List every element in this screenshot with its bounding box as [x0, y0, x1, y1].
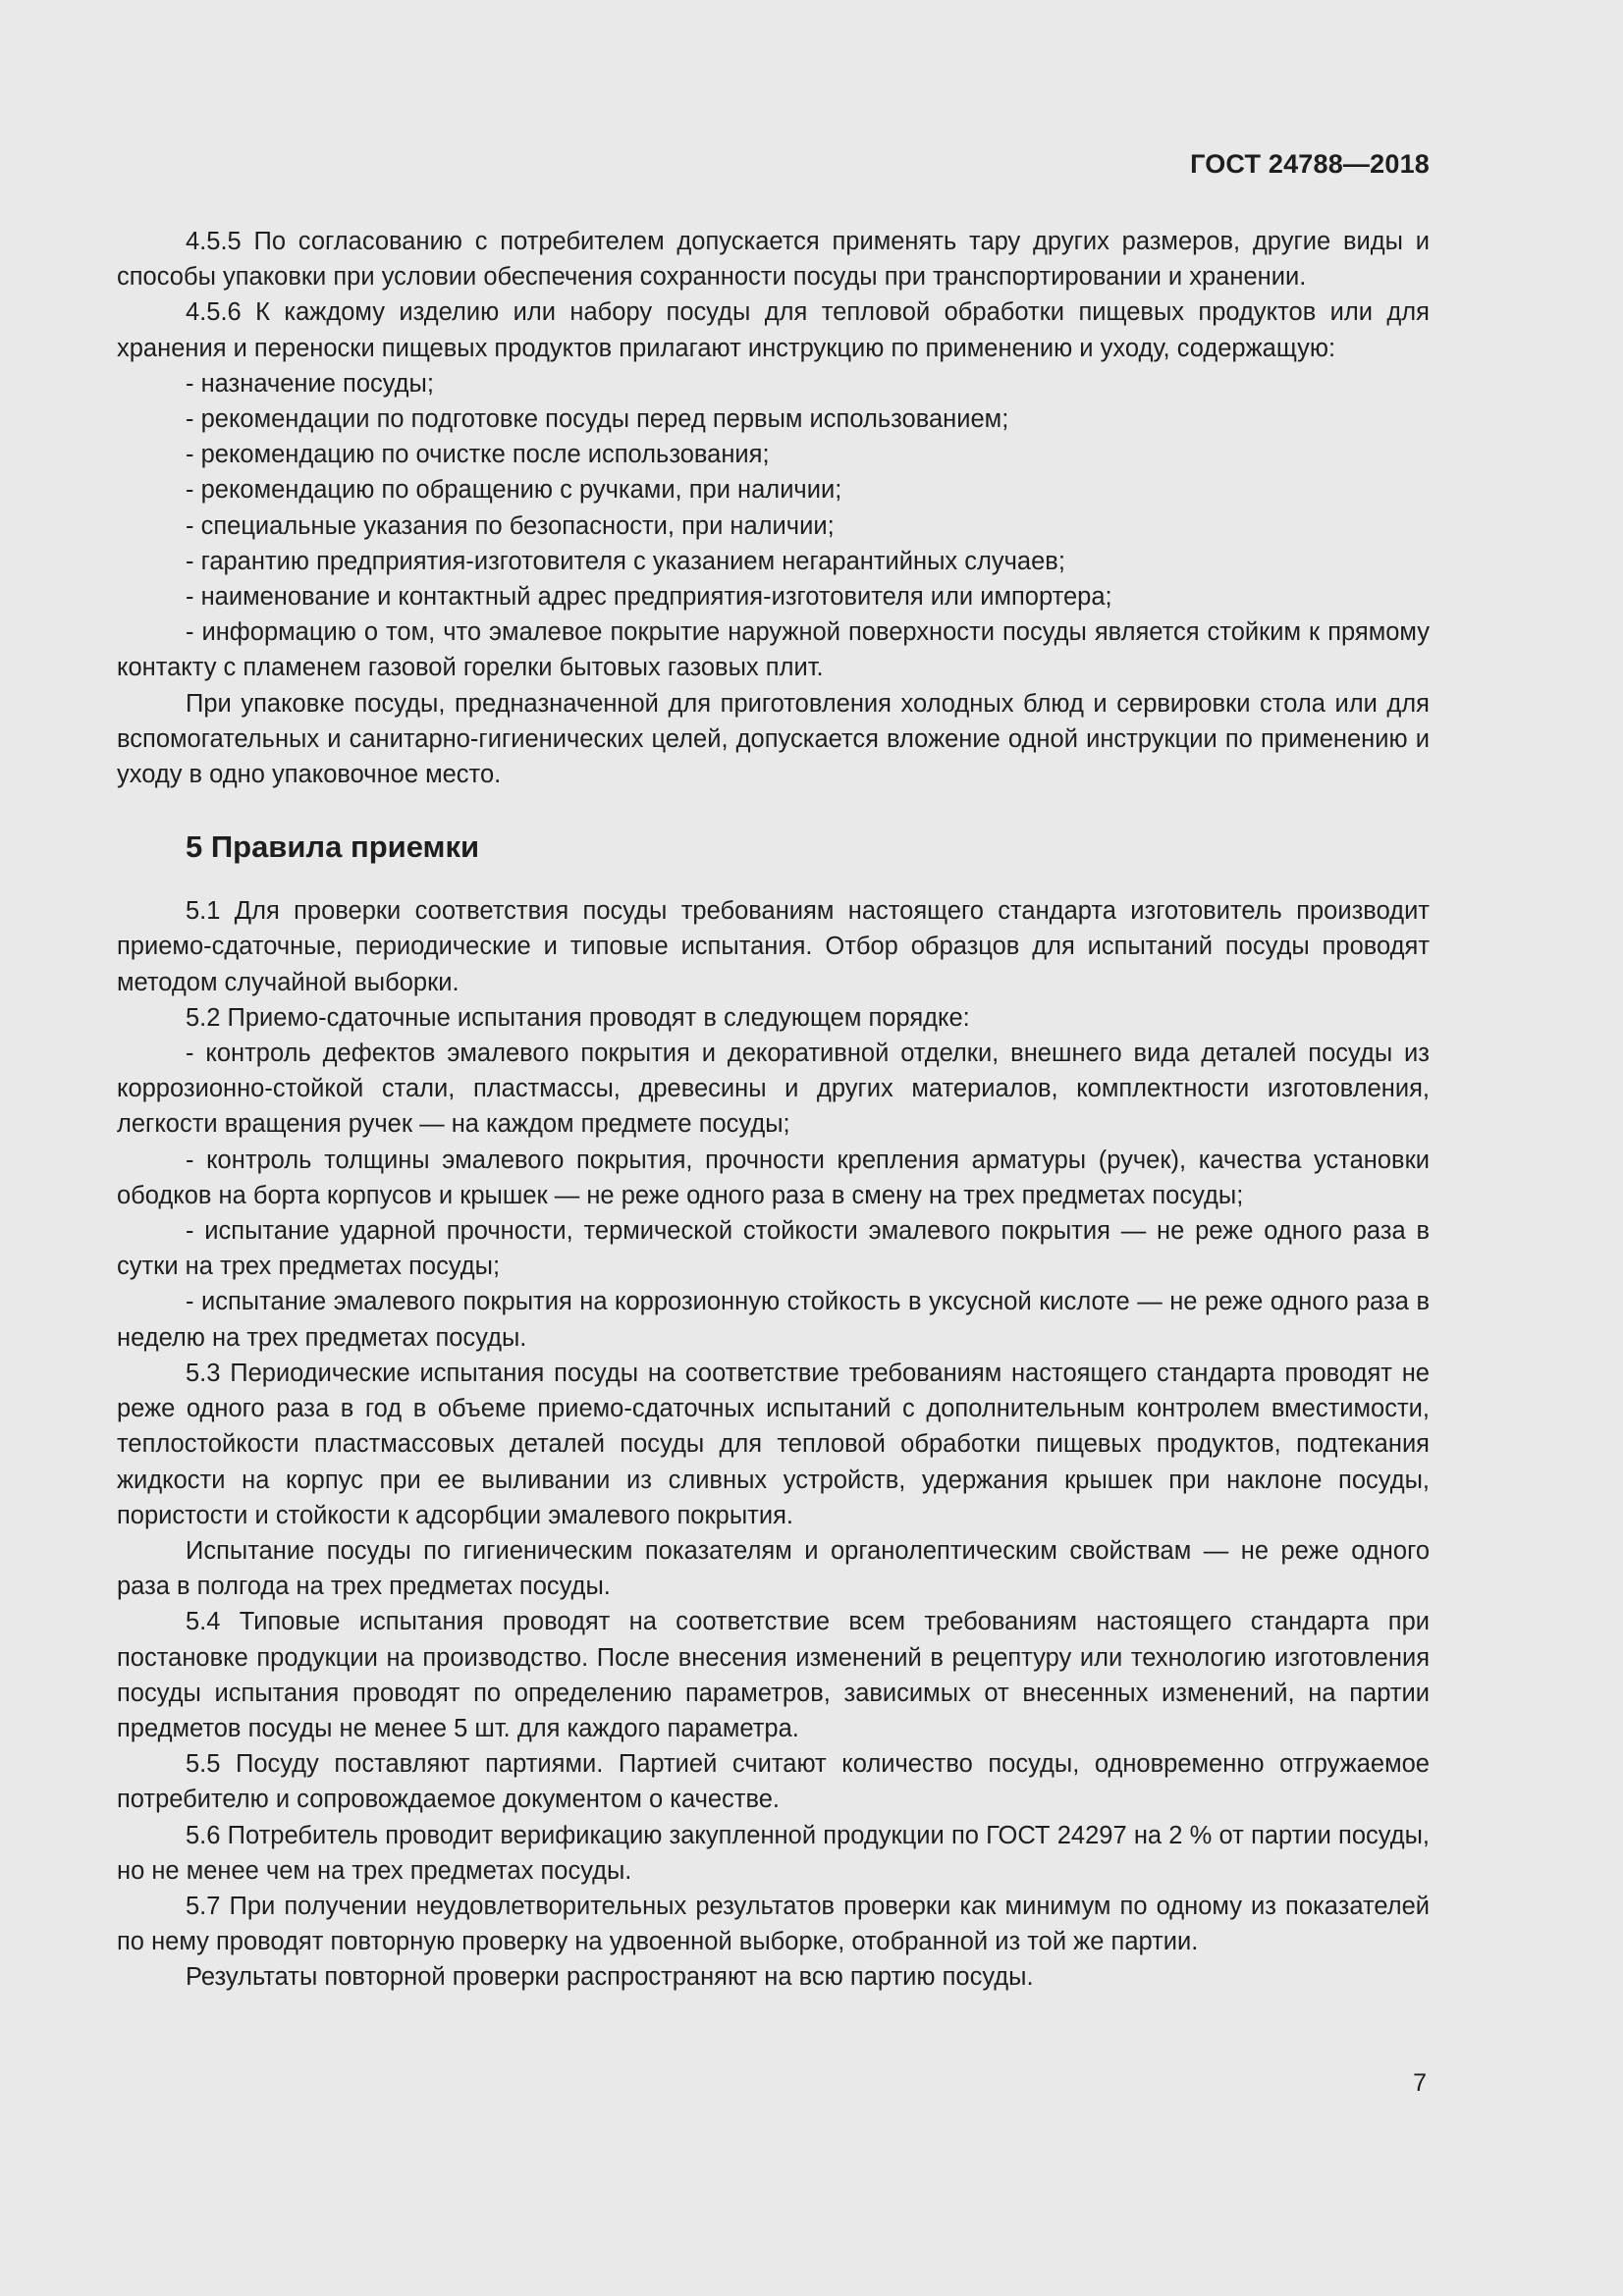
paragraph-packaging-note: При упаковке посуды, предназначенной для приготовления холодных блюд и сервировки стола или для вспомогательных и санитарно-гигиенических целей, допускается вложение одной инструкции по применению и уходу в одно упаковочное место. — [117, 689, 1430, 789]
document-body — [117, 224, 1430, 1996]
list-item: - наименование и контактный адрес предприятия-изготовителя или импортера; — [186, 583, 1112, 612]
paragraph-4-5-6: 4.5.6 К каждому изделию или набору посуды для тепловой обработки пищевых продуктов или для хранения и переноски пищевых продуктов прилагают инструкцию по применению и уходу, содержащую: — [117, 298, 1430, 362]
paragraph-5-4: 5.4 Типовые испытания проводят на соответствие всем требованиям настоящего стандарта при постановке продукции на производство. После внесения изменений в рецептуру или технологию изготовления посуды испытания проводят по определению параметров, зависимых от внесенных изменений, на партии предметов посуды не менее 5 шт. для каждого параметра. — [117, 1608, 1430, 1742]
list-item: - испытание эмалевого покрытия на коррозионную стойкость в уксусной кислоте — не реже одного раза в неделю на трех предметах посуды. — [117, 1288, 1430, 1352]
paragraph-5-3: 5.3 Периодические испытания посуды на соответствие требованиям настоящего стандарта проводят не реже одного раза в год в объеме приемо-сдаточных испытаний с дополнительным контролем вместимости, теплостойкости пластмассовых деталей посуды для тепловой обработки пищевых продуктов, подтекания жидкости на корпус при ее выливании из сливных устройств, удержания крышек при наклоне посуды, пористости и стойкости к адсорбции эмалевого покрытия. — [117, 1359, 1430, 1529]
list-item: - специальные указания по безопасности, при наличии; — [186, 511, 835, 540]
list-item: - контроль толщины эмалевого покрытия, прочности крепления арматуры (ручек), качества установки ободков на борта корпусов и крышек — не реже одного раза в смену на трех предметах посуды; — [117, 1146, 1430, 1209]
list-item: - рекомендацию по обращению с ручками, при наличии; — [186, 476, 842, 505]
list-item: - рекомендацию по очистке после использования; — [186, 441, 770, 469]
document-code-header: ГОСТ 24788—2018 — [1190, 149, 1430, 179]
paragraph-5-6: 5.6 Потребитель проводит верификацию закупленной продукции по ГОСТ 24297 на 2 % от партии посуды, но не менее чем на трех предметах посуды. — [117, 1821, 1430, 1885]
list-item: - назначение посуды; — [186, 369, 434, 398]
paragraph-5-7: 5.7 При получении неудовлетворительных результатов проверки как минимум по одному из показателей по нему проводят повторную проверку на удвоенной выборке, отобранной из той же партии. — [117, 1892, 1430, 1956]
page-number: 7 — [1413, 2069, 1427, 2097]
list-item: - информацию о том, что эмалевое покрытие наружной поверхности посуды является стойким к прямому контакту с пламенем газовой горелки бытовых газовых плит. — [117, 618, 1430, 682]
paragraph-5-2: 5.2 Приемо-сдаточные испытания проводят в следующем порядке: — [186, 1003, 970, 1032]
paragraph-hygiene-tests: Испытание посуды по гигиеническим показателям и органолептическим свойствам — не реже одного раза в полгода на трех предметах посуды. — [117, 1536, 1430, 1601]
paragraph-5-1: 5.1 Для проверки соответствия посуды требованиям настоящего стандарта изготовитель производит приемо-сдаточные, периодические и типовые испытания. Отбор образцов для испытаний посуды проводят методом случайной выборки. — [117, 897, 1430, 996]
paragraph-retest-results: Результаты повторной проверки распространяют на всю партию посуды. — [186, 1963, 1034, 1992]
paragraph-4-5-5: 4.5.5 По согласованию с потребителем допускается применять тару других размеров, другие виды и способы упаковки при условии обеспечения сохранности посуды при транспортировании и хранении. — [117, 228, 1430, 292]
list-item: - испытание ударной прочности, термической стойкости эмалевого покрытия — не реже одного раза в сутки на трех предметах посуды; — [117, 1217, 1430, 1281]
paragraph-5-5: 5.5 Посуду поставляют партиями. Партией считают количество посуды, одновременно отгружаемое потребителю и сопровождаемое документом о качестве. — [117, 1750, 1430, 1814]
section-5-title: 5 Правила приемки — [186, 829, 480, 865]
list-item: - контроль дефектов эмалевого покрытия и декоративной отделки, внешнего вида деталей посуды из коррозионно-стойкой стали, пластмассы, древесины и других материалов, комплектности изготовления, легкости вращения ручек — на каждом предмете посуды; — [117, 1040, 1430, 1139]
list-item: - рекомендации по подготовке посуды перед первым использованием; — [186, 405, 1009, 434]
list-item: - гарантию предприятия-изготовителя с указанием негарантийных случаев; — [186, 547, 1065, 575]
